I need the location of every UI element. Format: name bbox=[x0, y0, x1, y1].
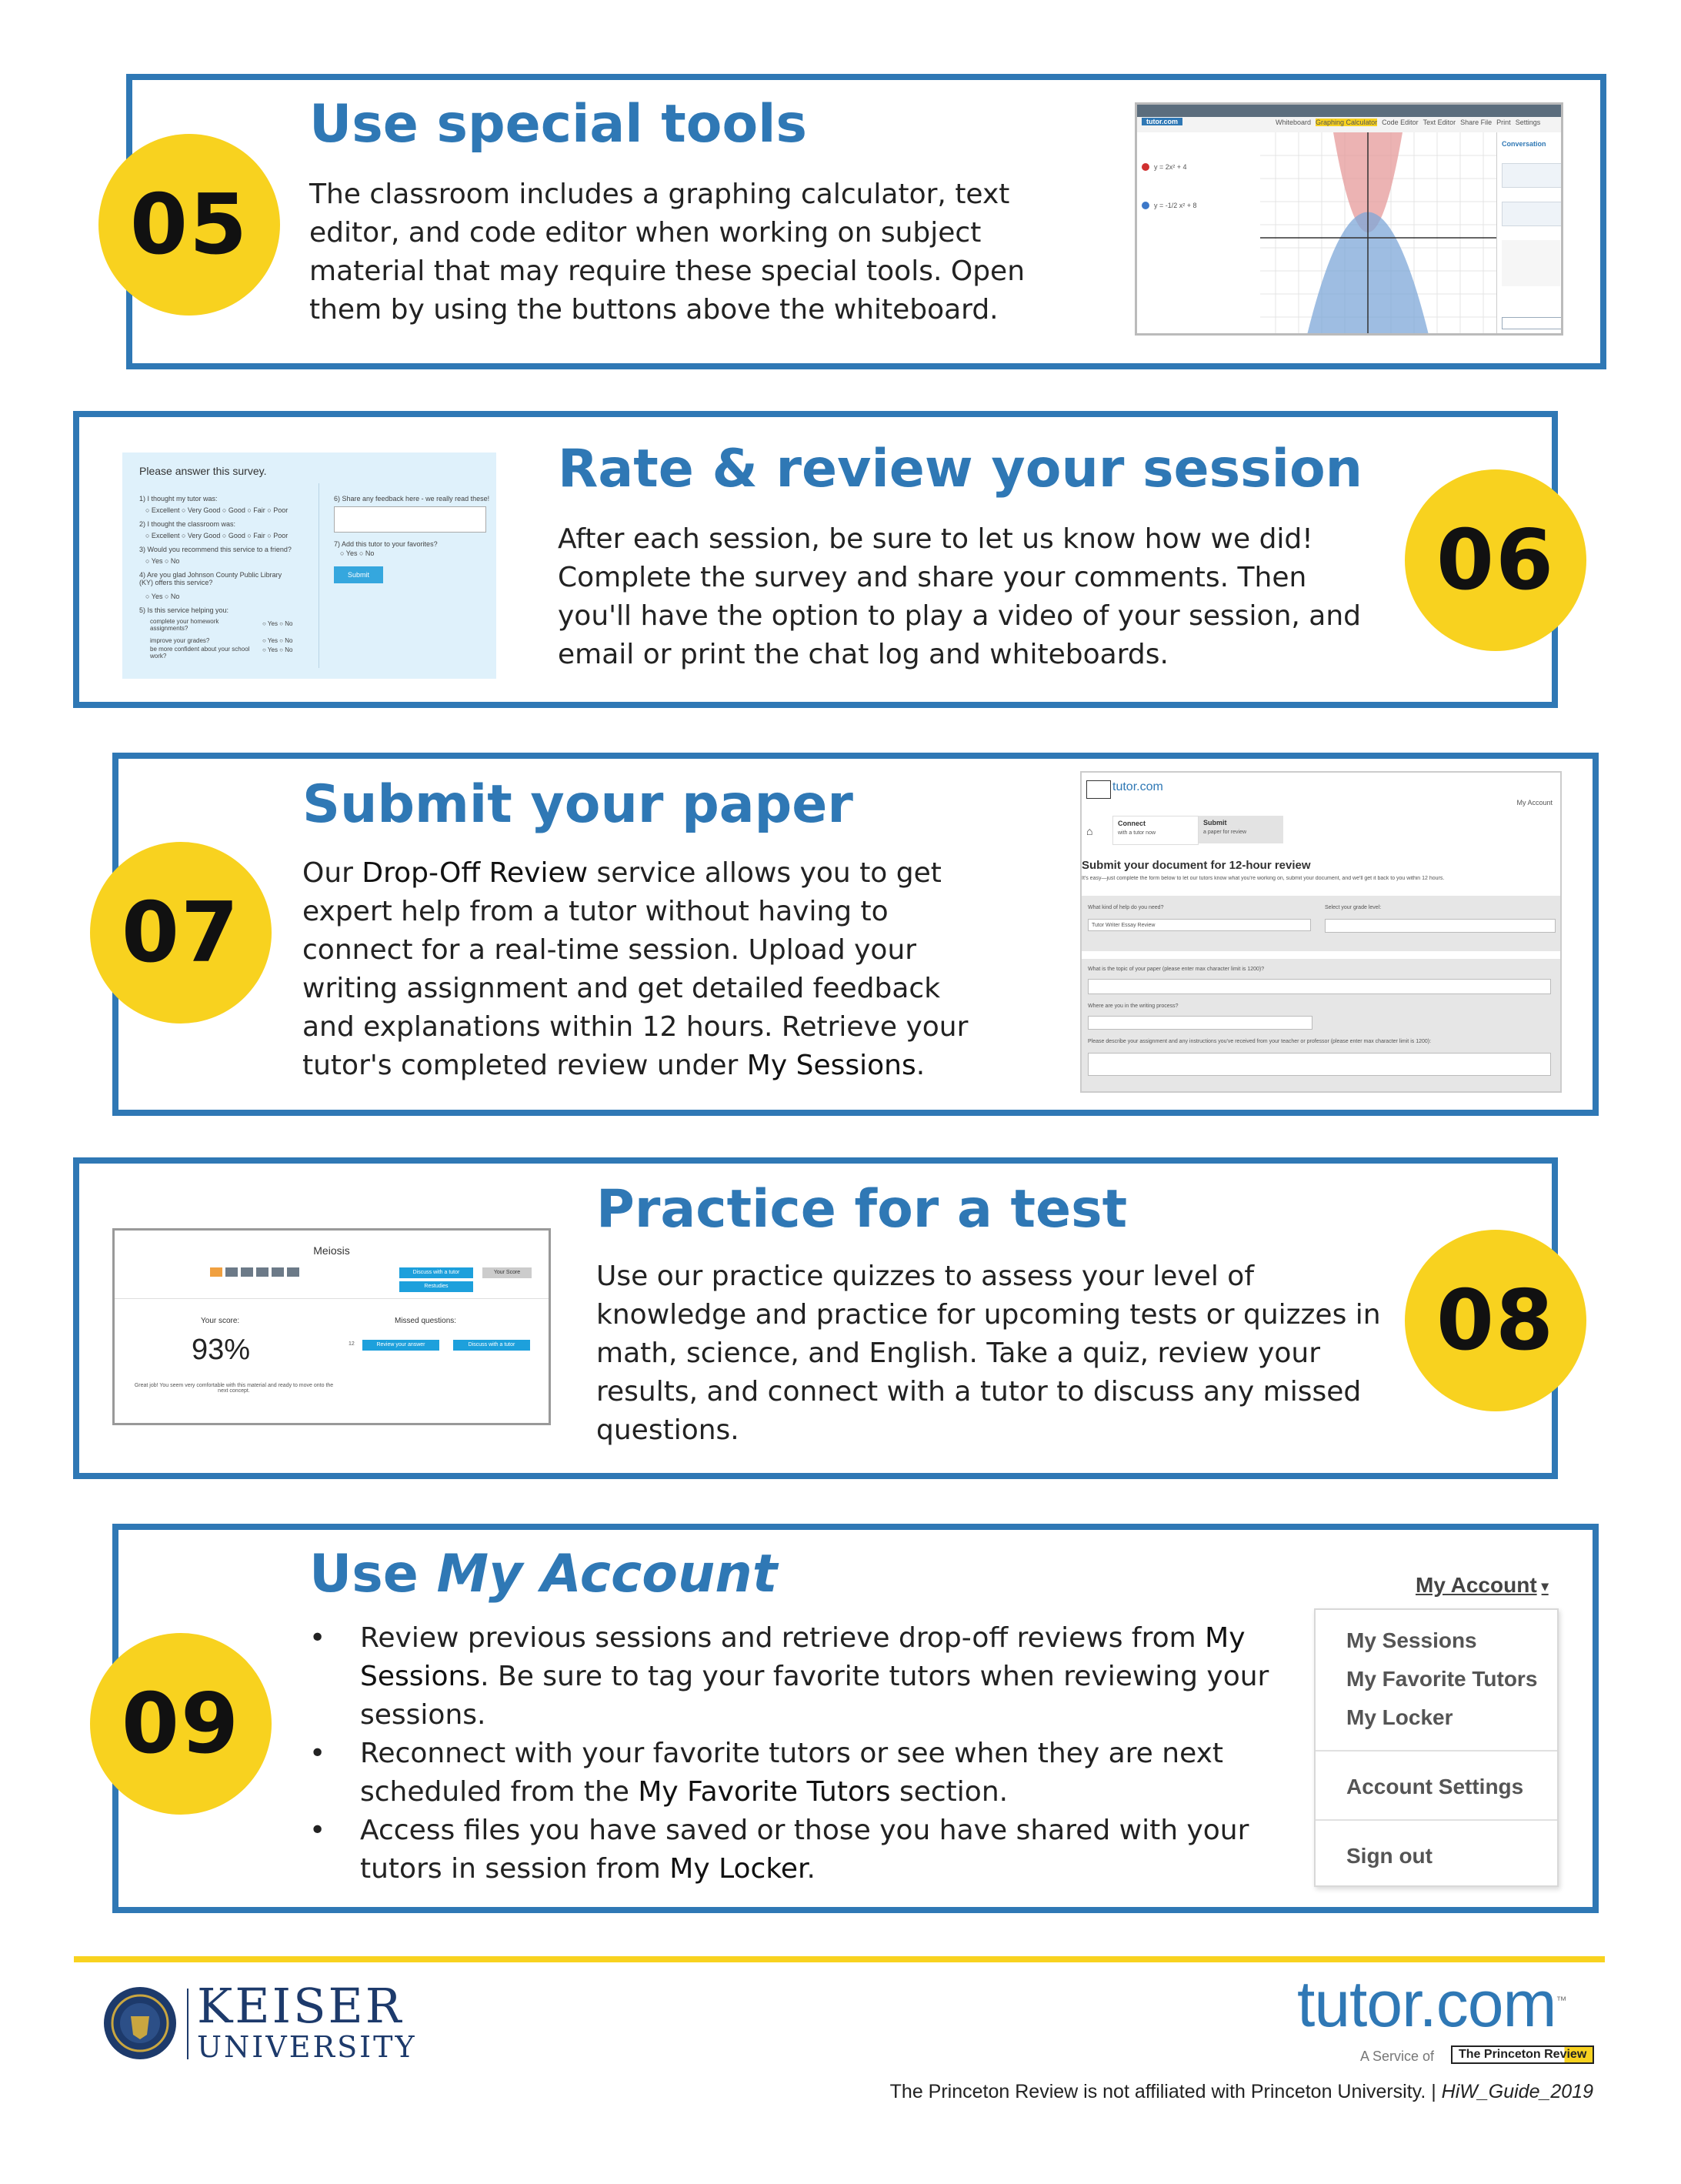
step-09-number: 09 bbox=[121, 1675, 241, 1772]
quiz-page-button[interactable] bbox=[256, 1267, 268, 1277]
graph-tab[interactable]: Text Editor bbox=[1423, 119, 1456, 126]
drop-field-1: What kind of help do you need? bbox=[1088, 905, 1164, 910]
bullet-my-sessions: • Review previous sessions and retrieve drop-off reviews from My Sessions. Be sure to tag your favorite tutors when reviewing your sessions. bbox=[309, 1619, 1286, 1735]
drop-field-1-select[interactable]: Tutor Writer Essay Review bbox=[1088, 919, 1311, 931]
drop-field-5-textarea[interactable] bbox=[1088, 1053, 1551, 1076]
step-08-number: 08 bbox=[1436, 1272, 1556, 1369]
section-09-body bbox=[309, 1619, 1286, 1888]
practice-quiz-screenshot bbox=[112, 1228, 551, 1425]
section-09-title: Use My Account bbox=[309, 1544, 778, 1605]
menu-item-account-settings[interactable]: Account Settings bbox=[1346, 1775, 1524, 1798]
footer-disclaimer: The Princeton Review is not affiliated with Princeton University. | HiW_Guide_2019 bbox=[889, 2081, 1593, 2102]
service-of-text: A Service of bbox=[1360, 2049, 1435, 2064]
quiz-your-score-button[interactable]: Your Score bbox=[482, 1267, 532, 1278]
quiz-discuss-tutor-button[interactable]: Discuss with a tutor bbox=[453, 1340, 530, 1351]
graph-plot bbox=[1260, 132, 1496, 336]
quiz-note: Great job! You seem very comfortable with this material and ready to move onto the next concept. bbox=[134, 1383, 334, 1394]
survey-q5-yesno[interactable]: ○ Yes ○ No bbox=[262, 637, 293, 644]
section-07-body: Our Drop-Off Review service allows you to get expert help from a tutor without having to connect for a real-time session. Upload your writing assignment and get detailed feedback and explanations within 12 hours. Retrieve your tutor's completed review under My Sessions. bbox=[302, 857, 969, 1081]
survey-q2: 2) I thought the classroom was: bbox=[139, 520, 236, 528]
drop-brand: tutor.com bbox=[1112, 780, 1163, 793]
quiz-page-button[interactable] bbox=[272, 1267, 284, 1277]
princeton-review-logo: The Princeton Review bbox=[1451, 2045, 1594, 2064]
submit-tab[interactable]: Submit a paper for review bbox=[1199, 816, 1283, 843]
quiz-score-label: Your score: bbox=[201, 1317, 240, 1325]
drop-field-3-input[interactable] bbox=[1088, 979, 1551, 994]
graph-tab[interactable]: Whiteboard bbox=[1276, 119, 1312, 126]
step-09-badge bbox=[90, 1633, 272, 1815]
drop-off-review-screenshot bbox=[1080, 771, 1562, 1093]
survey-q4-options[interactable]: ○ Yes ○ No bbox=[145, 593, 180, 600]
step-06-badge bbox=[1405, 469, 1586, 651]
quiz-page-button[interactable] bbox=[287, 1267, 299, 1277]
connect-tab[interactable]: Connect with a tutor now bbox=[1112, 816, 1199, 845]
survey-q5b: improve your grades? bbox=[150, 637, 210, 644]
keiser-seal-icon bbox=[102, 1985, 178, 2061]
my-account-trigger[interactable]: My Account ▾ bbox=[1416, 1573, 1549, 1597]
keiser-university: UNIVERSITY bbox=[197, 2030, 417, 2064]
drop-field-4-select[interactable] bbox=[1088, 1016, 1312, 1030]
menu-item-my-favorite-tutors[interactable]: My Favorite Tutors bbox=[1346, 1667, 1538, 1691]
chat-header: Conversation bbox=[1502, 140, 1546, 148]
feedback-textarea[interactable] bbox=[334, 506, 486, 533]
drop-field-2: Select your grade level: bbox=[1325, 905, 1382, 910]
survey-q5: 5) Is this service helping you: bbox=[139, 606, 229, 614]
graph-tab[interactable]: Code Editor bbox=[1382, 119, 1419, 126]
quiz-score: 93% bbox=[192, 1334, 251, 1366]
step-06-number: 06 bbox=[1436, 512, 1556, 609]
survey-q3-options[interactable]: ○ Yes ○ No bbox=[145, 557, 180, 565]
survey-q2-options[interactable]: ○ Excellent ○ Very Good ○ Good ○ Fair ○ Poor bbox=[145, 532, 289, 539]
equation-1: y = 2x² + 4 bbox=[1154, 163, 1187, 171]
drop-heading: Submit your document for 12-hour review bbox=[1082, 859, 1311, 872]
tutor-com-logo: tutor.com™ bbox=[1297, 1968, 1566, 2040]
quiz-review-button[interactable]: Review your answer bbox=[362, 1340, 439, 1351]
guide-code: HiW_Guide_2019 bbox=[1441, 2081, 1593, 2102]
section-05-title: Use special tools bbox=[309, 94, 807, 155]
survey-q3: 3) Would you recommend this service to a friend? bbox=[139, 546, 292, 553]
survey-q1: 1) I thought my tutor was: bbox=[139, 495, 218, 503]
graph-brand: tutor.com bbox=[1142, 118, 1182, 125]
survey-q1-options[interactable]: ○ Excellent ○ Very Good ○ Good ○ Fair ○ Poor bbox=[145, 506, 289, 514]
survey-q6: 6) Share any feedback here - we really read these! bbox=[334, 495, 490, 503]
equation-2: y = -1/2 x² + 8 bbox=[1154, 202, 1197, 209]
quiz-discuss-button[interactable]: Discuss with a tutor bbox=[399, 1267, 473, 1278]
survey-q5-yesno[interactable]: ○ Yes ○ No bbox=[262, 620, 293, 627]
quiz-page-button[interactable] bbox=[210, 1267, 222, 1277]
drop-field-5: Please describe your assignment and any instructions you've received from your teacher or professor (please enter max character limit is 1200): bbox=[1088, 1039, 1432, 1044]
drop-brand-logo bbox=[1086, 780, 1111, 799]
graph-tab[interactable]: Share File bbox=[1460, 119, 1493, 126]
menu-item-my-sessions[interactable]: My Sessions bbox=[1346, 1628, 1477, 1652]
bullet-my-locker: • Access files you have saved or those you have shared with your tutors in session from My Locker. bbox=[309, 1812, 1286, 1888]
step-05-number: 05 bbox=[129, 176, 249, 273]
survey-q5-yesno[interactable]: ○ Yes ○ No bbox=[262, 646, 293, 653]
step-07-number: 07 bbox=[121, 884, 241, 981]
account-dropdown-menu bbox=[1314, 1608, 1559, 1887]
quiz-missed-label: Missed questions: bbox=[395, 1317, 457, 1325]
graph-tab[interactable]: Graphing Calculator bbox=[1316, 119, 1378, 126]
section-06-title: Rate & review your session bbox=[558, 439, 1363, 499]
quiz-restudy-button[interactable]: Restudies bbox=[399, 1281, 473, 1292]
quiz-page-button[interactable] bbox=[241, 1267, 253, 1277]
bullet-favorite-tutors: • Reconnect with your favorite tutors or see when they are next scheduled from the My Favorite Tutors section. bbox=[309, 1735, 1286, 1812]
survey-q7: 7) Add this tutor to your favorites? bbox=[334, 540, 438, 548]
menu-item-sign-out[interactable]: Sign out bbox=[1346, 1844, 1433, 1868]
drop-intro: It's easy—just complete the form below to let our tutors know what you're working on, submit your document, and we'll get it back to you within 12 hours. bbox=[1082, 876, 1445, 881]
survey-q5a: complete your homework assignments? bbox=[150, 618, 219, 632]
menu-divider bbox=[1316, 1819, 1557, 1821]
drop-field-4: Where are you in the writing process? bbox=[1088, 1004, 1179, 1009]
footer-divider bbox=[74, 1956, 1605, 1962]
drop-field-2-select[interactable] bbox=[1325, 919, 1556, 933]
section-07-title: Submit your paper bbox=[302, 774, 853, 835]
step-08-badge bbox=[1405, 1230, 1586, 1411]
section-08-body: Use our practice quizzes to assess your level of knowledge and practice for upcoming tests or quizzes in math, science, and English. Take a quiz, review your results, and connect with a tutor to discuss any missed questions. bbox=[596, 1261, 1381, 1446]
section-05-body: The classroom includes a graphing calculator, text editor, and code editor when working on subject material that may require these special tools. Open them by using the buttons above the whiteboard. bbox=[309, 179, 1026, 326]
keiser-divider bbox=[187, 1989, 188, 2059]
survey-q7-options[interactable]: ○ Yes ○ No bbox=[340, 549, 375, 557]
survey-submit-button[interactable]: Submit bbox=[334, 566, 383, 583]
step-07-badge bbox=[90, 842, 272, 1024]
caret-down-icon: ▾ bbox=[1541, 1578, 1549, 1595]
step-05-badge bbox=[98, 134, 280, 316]
graph-tab[interactable]: Print bbox=[1496, 119, 1511, 126]
quiz-missed-number: 12 bbox=[349, 1341, 355, 1347]
graphing-calculator-screenshot bbox=[1135, 102, 1563, 336]
quiz-title: Meiosis bbox=[313, 1244, 350, 1257]
home-icon[interactable]: ⌂ bbox=[1086, 825, 1093, 837]
drop-off-review-term: Drop-Off Review bbox=[362, 857, 589, 889]
survey-screenshot bbox=[122, 452, 496, 679]
my-sessions-term: My Sessions bbox=[746, 1050, 916, 1081]
survey-q4: 4) Are you glad Johnson County Public Library (KY) offers this service? bbox=[139, 571, 282, 586]
drop-my-account[interactable]: My Account bbox=[1516, 799, 1553, 806]
menu-divider bbox=[1316, 1750, 1557, 1752]
graph-tab[interactable]: Settings bbox=[1515, 119, 1541, 126]
survey-heading: Please answer this survey. bbox=[139, 465, 267, 477]
survey-q5c: be more confident about your school work? bbox=[150, 646, 250, 660]
section-08-title: Practice for a test bbox=[596, 1179, 1128, 1240]
quiz-page-button[interactable] bbox=[225, 1267, 238, 1277]
section-06-body: After each session, be sure to let us know how we did! Complete the survey and share your comments. Then you'll have the option to play a video of your session, and email or print the chat log and whiteboards. bbox=[558, 523, 1361, 670]
drop-field-3: What is the topic of your paper (please enter max character limit is 1200)? bbox=[1088, 967, 1265, 972]
menu-item-my-locker[interactable]: My Locker bbox=[1346, 1705, 1453, 1729]
keiser-name: KEISER bbox=[197, 1978, 404, 2034]
